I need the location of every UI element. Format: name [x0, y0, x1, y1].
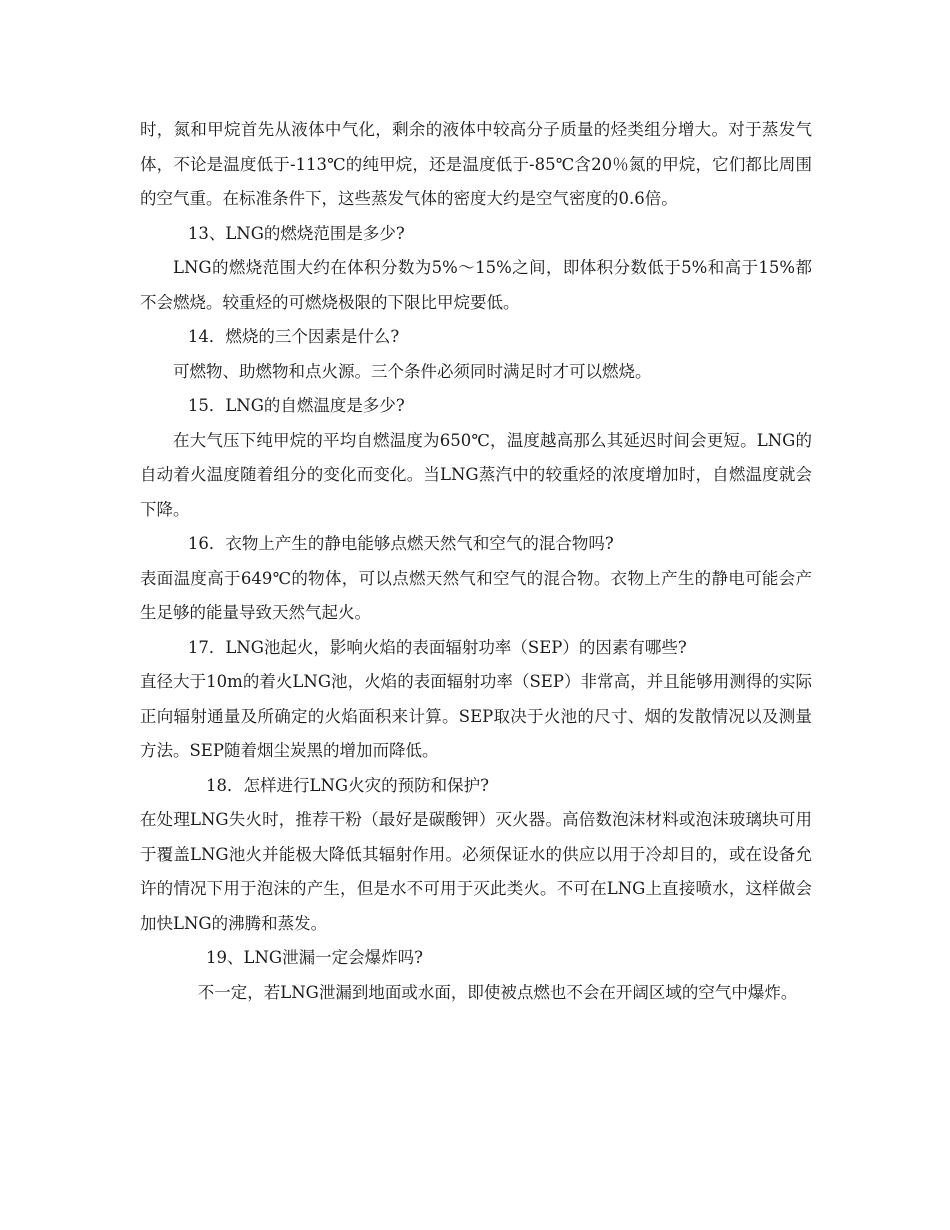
answer-15: 在大气压下纯甲烷的平均自燃温度为650℃，温度越高那么其延迟时间会更短。LNG的自动着火温度随着组分的变化而变化。当LNG蒸汽中的较重烃的浓度增加时，自燃温度就会下降。 [140, 430, 812, 519]
question-16: 16．衣物上产生的静电能够点燃天然气和空气的混合物吗? [187, 534, 614, 553]
question-14: 14．燃烧的三个因素是什么? [187, 327, 400, 346]
answer-13: LNG的燃烧范围大约在体积分数为5%～15%之间，即体积分数低于5%和高于15%都不会燃烧。较重烃的可燃烧极限的下限比甲烷要低。 [140, 258, 812, 312]
answer-19: 不一定，若LNG泄漏到地面或水面，即使被点燃也不会在开阔区域的空气中爆炸。 [197, 982, 798, 1002]
answer-14: 可燃物、助燃物和点火源。三个条件必须同时满足时才可以燃烧。 [173, 361, 652, 381]
document-body [140, 113, 812, 1010]
question-17: 17．LNG池起火，影响火焰的表面辐射功率（SEP）的因素有哪些? [187, 637, 687, 657]
paragraph-gas-density: 时，氮和甲烷首先从液体中气化，剩余的液体中较高分子质量的烃类组分增大。对于蒸发气体，不论是温度低于-113℃的纯甲烷，还是温度低于-85℃含20％氮的甲烷，它们都比周围的空气重。在标准条件下，这些蒸发气体的密度大约是空气密度的0.6倍。 [140, 120, 812, 208]
question-15: 15．LNG的自燃温度是多少? [187, 396, 405, 415]
answer-16: 表面温度高于649℃的物体，可以点燃天然气和空气的混合物。衣物上产生的静电可能会产生足够的能量导致天然气起火。 [140, 568, 812, 622]
question-13: 13、LNG的燃烧范围是多少? [187, 223, 405, 243]
question-19: 19、LNG泄漏一定会爆炸吗? [206, 948, 423, 967]
answer-17: 直径大于10m的着火LNG池，火焰的表面辐射功率（SEP）非常高，并且能够用测得的实际正向辐射通量及所确定的火焰面积来计算。SEP取决于火池的尺寸、烟的发散情况以及测量方法。SEP随着烟尘炭黑的增加而降低。 [140, 672, 812, 760]
answer-18: 在处理LNG失火时，推荐干粉（最好是碳酸钾）灭火器。高倍数泡沫材料或泡沫玻璃块可用于覆盖LNG池火并能极大降低其辐射作用。必须保证水的供应以用于冷却目的，或在设备允许的情况下用于泡沫的产生，但是水不可用于灭此类火。不可在LNG上直接喷水，这样做会加快LNG的沸腾和蒸发。 [140, 810, 812, 933]
question-18: 18．怎样进行LNG火灾的预防和保护? [206, 775, 489, 795]
